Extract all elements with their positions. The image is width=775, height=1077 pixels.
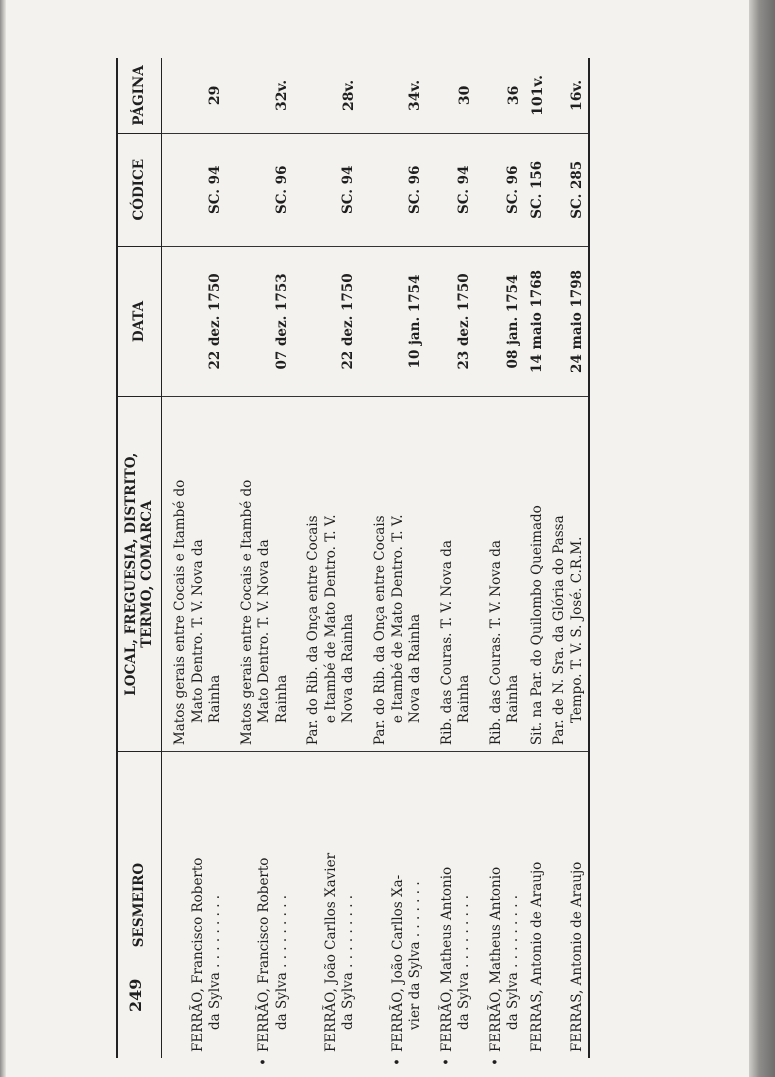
cell-pagina: 32v.	[229, 58, 296, 133]
table-row	[162, 58, 229, 1058]
local-line: Rainha	[207, 674, 224, 724]
sesmeiro-name-cont: da Sylva . . . . . . . . .	[340, 894, 357, 1030]
local-line: Rainha	[456, 674, 473, 724]
cell-pagina: 101v.	[527, 58, 549, 133]
local-line: Par. do Rib. da Onça entre Cocais	[305, 515, 322, 746]
sesmeiro-name: FERRAS, Antonio de Araujo	[568, 861, 585, 1052]
cell-codice: SC. 94	[162, 133, 229, 246]
cell-local	[295, 397, 362, 752]
cell-pagina: 30	[429, 58, 478, 133]
cell-data: 10 jan. 1754	[362, 246, 429, 397]
cell-local	[429, 397, 478, 752]
sesmeiro-name: FERRÃO, João Carllos Xavier	[322, 852, 339, 1052]
cell-pagina: 28v.	[295, 58, 362, 133]
local-line: Par. do Rib. da Onça entre Cocais	[371, 515, 388, 746]
local-line: Rainha	[505, 674, 522, 724]
cell-local	[362, 397, 429, 752]
cell-local	[527, 397, 549, 752]
header-pagina: PÁGINA	[117, 58, 162, 133]
cell-data: 07 dez. 1753	[229, 246, 296, 397]
cell-sesmeiro	[549, 752, 589, 1058]
cell-pagina: 36	[478, 58, 527, 133]
table-header-row	[117, 58, 162, 1058]
table-row	[527, 58, 549, 1058]
header-local-line1: LOCAL, FREGUESIA, DISTRITO,	[123, 452, 139, 696]
table-row	[229, 58, 296, 1058]
table-row	[549, 58, 589, 1058]
sesmeiro-name: FERRÃO, Francisco Roberto	[256, 857, 273, 1052]
cell-pagina: 16v.	[549, 58, 589, 133]
cell-data: 24 maio 1798	[549, 246, 589, 397]
sesmeiro-name-cont: vier da Sylva . . . . . . .	[407, 881, 424, 1030]
sesmeiro-name: FERRÃO, Matheus Antonio	[438, 866, 455, 1052]
cell-data: 23 dez. 1750	[429, 246, 478, 397]
local-line: Rib. das Couras. T. V. Nova da	[438, 540, 455, 746]
cell-codice: SC. 94	[295, 133, 362, 246]
bullet-mark: •	[389, 1058, 406, 1066]
cell-pagina: 34v.	[362, 58, 429, 133]
header-codice: CÓDICE	[117, 133, 162, 246]
page-left-edge-shadow	[0, 0, 6, 1077]
cell-data: 08 jan. 1754	[478, 246, 527, 397]
cell-data: 14 maio 1768	[527, 246, 549, 397]
sesmeiro-name-cont: da Sylva . . . . . . . . .	[207, 894, 224, 1030]
bullet-mark: •	[438, 1058, 455, 1066]
cell-sesmeiro	[362, 752, 429, 1066]
table-row	[429, 58, 478, 1058]
table-row	[362, 58, 429, 1058]
bullet-mark: •	[256, 1058, 273, 1066]
cell-local	[162, 397, 229, 752]
local-line: Nova da Rainha	[340, 613, 357, 724]
header-local	[117, 397, 162, 752]
sesmeiro-name-cont: da Sylva . . . . . . . . .	[505, 894, 522, 1030]
local-line: Matos gerais entre Cocais e Itambé do	[172, 479, 189, 746]
local-line: Mato Dentro. T. V. Nova da	[256, 539, 273, 724]
local-line: e Itambé de Mato Dentro. T. V.	[322, 514, 339, 724]
local-line: Rainha	[273, 674, 290, 724]
sesmeiro-name-cont: da Sylva . . . . . . . . .	[273, 894, 290, 1030]
cell-local	[549, 397, 589, 752]
bullet-mark: •	[487, 1058, 504, 1066]
cell-sesmeiro	[295, 752, 362, 1058]
cell-local	[229, 397, 296, 752]
table-row	[295, 58, 362, 1058]
cell-codice: SC. 96	[362, 133, 429, 246]
cell-sesmeiro	[162, 752, 229, 1058]
cell-codice: SC. 94	[429, 133, 478, 246]
cell-sesmeiro	[527, 752, 549, 1058]
cell-sesmeiro	[429, 752, 478, 1066]
cell-codice: SC. 96	[478, 133, 527, 246]
local-line: Mato Dentro. T. V. Nova da	[189, 539, 206, 724]
sesmeiro-name: FERRÃO, Francisco Roberto	[189, 857, 206, 1052]
sesmeiro-name: FERRÃO, João Carllos Xa-	[389, 874, 406, 1052]
header-sesmeiro: SESMEIRO	[117, 752, 162, 1058]
cell-data: 22 dez. 1750	[162, 246, 229, 397]
table-row	[478, 58, 527, 1058]
local-line: e Itambé de Mato Dentro. T. V.	[389, 514, 406, 724]
cell-local	[478, 397, 527, 752]
rotated-table-page	[116, 58, 646, 1066]
cell-codice: SC. 285	[549, 133, 589, 246]
local-line: Nova da Rainha	[407, 613, 424, 724]
cell-pagina: 29	[162, 58, 229, 133]
page-number: 249	[126, 978, 145, 1012]
local-line: Matos gerais entre Cocais e Itambé do	[238, 479, 255, 746]
local-line: Tempo. T. V. S. José. C.R.M.	[568, 536, 585, 724]
sesmarias-table	[116, 58, 590, 1066]
header-data: DATA	[117, 246, 162, 397]
cell-codice: SC. 96	[229, 133, 296, 246]
cell-data: 22 dez. 1750	[295, 246, 362, 397]
cell-codice: SC. 156	[527, 133, 549, 246]
book-spine-shadow	[749, 0, 775, 1077]
cell-sesmeiro	[478, 752, 527, 1066]
local-line: Sit. na Par. do Quilombo Queimado	[529, 505, 546, 746]
header-local-line2: TERMO, COMARCA	[138, 500, 155, 648]
local-line: Par. de N. Sra. da Glória do Passa	[550, 515, 567, 746]
cell-sesmeiro	[229, 752, 296, 1066]
sesmeiro-name: FERRAS, Antonio de Araujo	[529, 861, 546, 1052]
local-line: Rib. das Couras. T. V. Nova da	[487, 540, 504, 746]
sesmeiro-name: FERRÃO, Matheus Antonio	[487, 866, 504, 1052]
sesmeiro-name-cont: da Sylva . . . . . . . . .	[456, 894, 473, 1030]
